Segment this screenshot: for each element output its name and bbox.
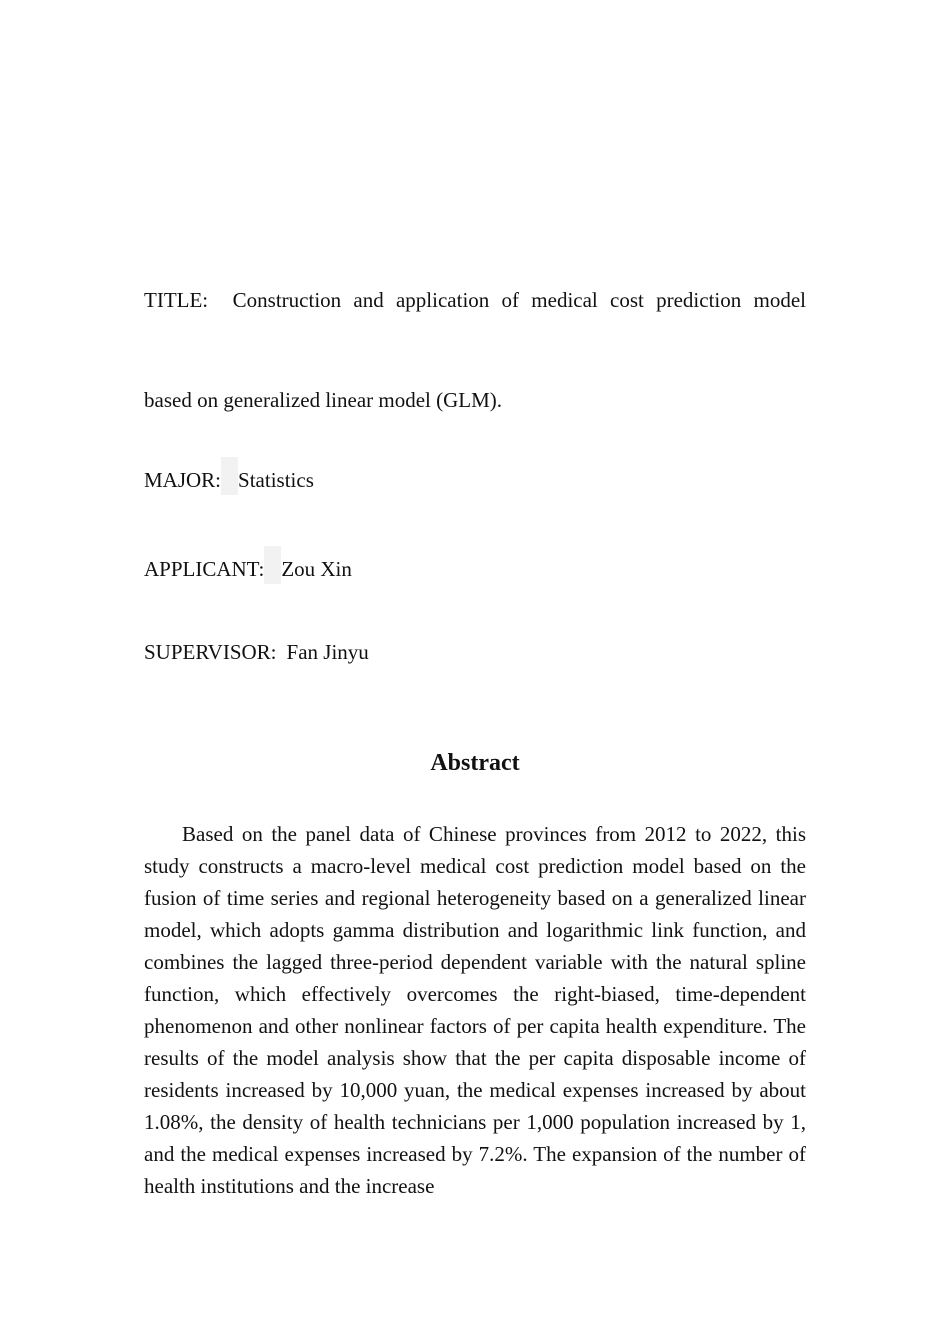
supervisor-label: SUPERVISOR:	[144, 640, 277, 664]
applicant-field-marker	[264, 546, 281, 584]
supervisor-row	[144, 640, 369, 664]
title-label: TITLE:	[144, 288, 209, 312]
applicant-label: APPLICANT:	[144, 556, 265, 581]
applicant-row	[144, 552, 352, 590]
major-field-marker	[221, 457, 238, 495]
title-line-1	[144, 288, 806, 312]
applicant-value: Zou Xin	[281, 556, 352, 581]
title-line-2: based on generalized linear model (GLM).	[144, 388, 503, 412]
abstract-heading: Abstract	[430, 750, 520, 776]
major-value: Statistics	[238, 467, 314, 492]
title-text-line-1: Construction and application of medical cost prediction model	[232, 288, 806, 312]
abstract-body: Based on the panel data of Chinese provinces from 2012 to 2022, this study constructs a macro-level medical cost prediction model based on the fusion of time series and regional heterogeneity based on a generalized linear model, which adopts gamma distribution and logarithmic link function, and combines the lagged three-period dependent variable with the natural spline function, which effectively overcomes the right-biased, time-dependent phenomenon and other nonlinear factors of per capita health expenditure. The results of the model analysis show that the per capita disposable income of residents increased by 10,000 yuan, the medical expenses increased by about 1.08%, the density of health technicians per 1,000 population increased by 1, and the medical expenses increased by 7.2%. The expansion of the number of health institutions and the increase	[144, 822, 806, 1198]
supervisor-value: Fan Jinyu	[286, 640, 369, 664]
major-label: MAJOR:	[144, 467, 222, 492]
major-row	[144, 463, 314, 501]
